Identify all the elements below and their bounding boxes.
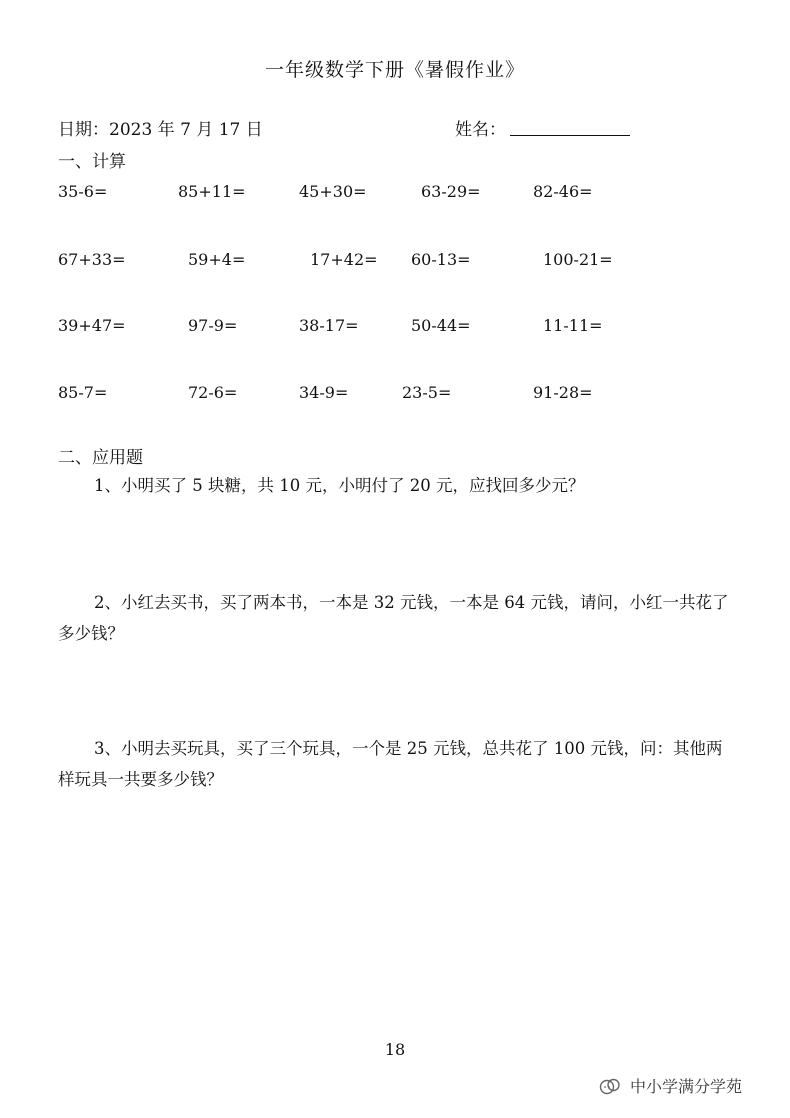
calc-problem: 11-11= — [543, 316, 603, 335]
calc-problem: 34-9= — [299, 383, 349, 402]
calc-problem: 23-5= — [402, 383, 452, 402]
calc-problem: 59+4= — [188, 250, 246, 269]
word-problem-1: 1、小明买了 5 块糖，共 10 元，小明付了 20 元，应找回多少元？ — [94, 476, 585, 495]
calc-problem: 45+30= — [299, 182, 367, 201]
word-problem-3: 3、小明去买玩具，买了三个玩具，一个是 25 元钱，总共花了 100 元钱，问：其他两样玩具一共要多少钱？ — [58, 739, 723, 789]
calc-problem: 82-46= — [533, 182, 593, 201]
calc-problem: 91-28= — [533, 383, 593, 402]
calc-problem: 17+42= — [310, 250, 378, 269]
section-calculation-heading: 一、计算 — [58, 152, 126, 172]
section-word-problems-heading: 二、应用题 — [58, 448, 143, 468]
wechat-official-account-icon — [598, 1076, 624, 1096]
calc-problem: 67+33= — [58, 250, 126, 269]
page-number: 18 — [384, 1040, 406, 1059]
calc-problem: 85+11= — [178, 182, 246, 201]
calc-problem: 38-17= — [299, 316, 359, 335]
calc-problem: 100-21= — [543, 250, 613, 269]
calc-problem: 60-13= — [411, 250, 471, 269]
watermark-text: 中小学满分学苑 — [630, 1077, 743, 1096]
watermark — [598, 1074, 742, 1097]
calc-problem: 97-9= — [188, 316, 238, 335]
page-title: 一年级数学下册《暑假作业》 — [264, 59, 525, 81]
calc-problem: 63-29= — [421, 182, 481, 201]
calc-problem: 35-6= — [58, 182, 108, 201]
calc-problem: 72-6= — [188, 383, 238, 402]
name-blank-line[interactable] — [510, 135, 630, 136]
date-label: 日期：2023 年 7 月 17 日 — [58, 120, 263, 140]
calc-problem: 85-7= — [58, 383, 108, 402]
calc-problem: 39+47= — [58, 316, 126, 335]
calc-problem: 50-44= — [411, 316, 471, 335]
name-label: 姓名： — [455, 120, 506, 140]
word-problem-2: 2、小红去买书，买了两本书，一本是 32 元钱，一本是 64 元钱，请问，小红一共花了多少钱？ — [58, 593, 729, 643]
